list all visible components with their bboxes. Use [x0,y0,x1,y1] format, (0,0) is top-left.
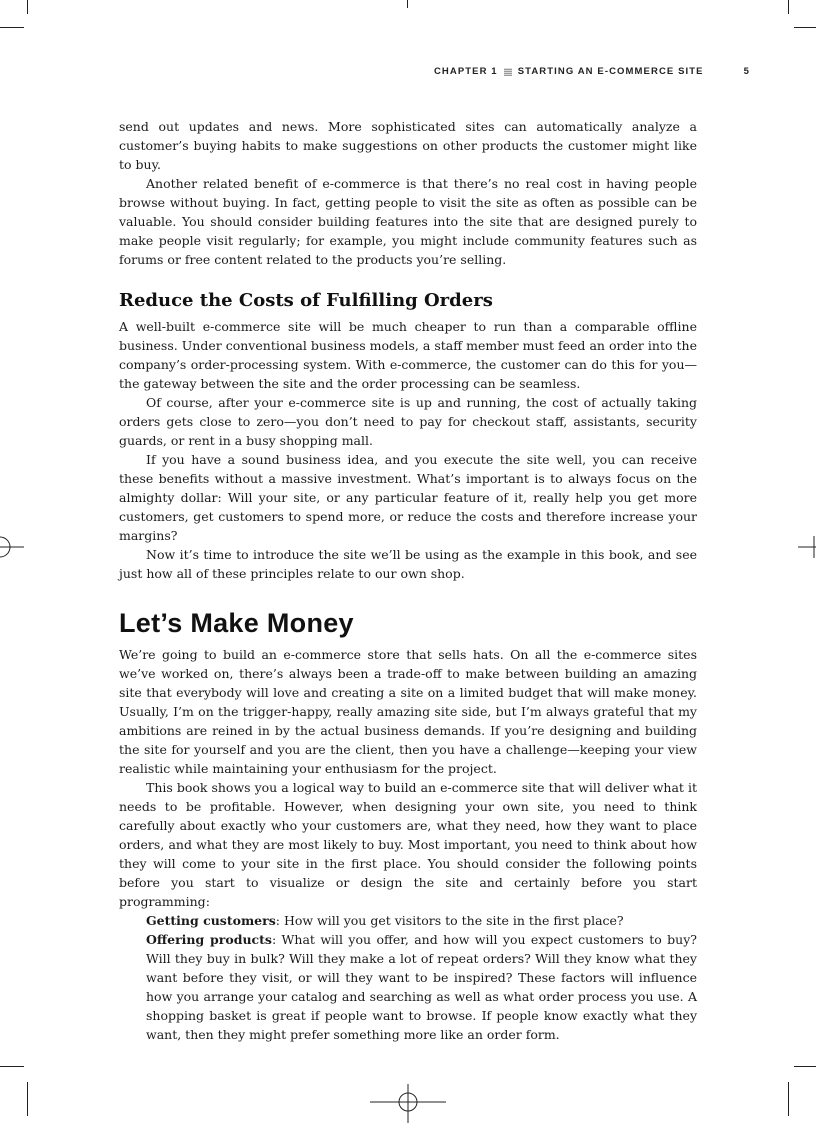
registration-mark-left [0,532,26,562]
crop-mark [788,1082,789,1116]
paragraph: This book shows you a logical way to build an e-commerce site that will deliver what it needs to be profitable. However, when designing your own site, you need to think carefully about exactly who your customers are, what they need, how they want to place orders, and what they are most likely to buy. Most important, you need to think about how they will come to your site in the first place. You should consider the following points before you start to visualize or design the site and certainly before you start programming: [119,780,697,909]
crop-mark [407,0,408,8]
paragraph: A well-built e-commerce site will be much cheaper to run than a comparable offline business. Under conventional business models, a staff member must feed an order into the company’s order-processing system. With e-commerce, the customer can do this for you—the gateway between the site and the order processing can be seamless. [119,319,697,391]
crop-mark [27,1082,28,1116]
paragraph: send out updates and news. More sophisticated sites can automatically analyze a customer’s buying habits to make suggestions on other products the customer might like to buy. [119,119,697,172]
registration-mark-bottom [368,1082,448,1123]
crop-mark [794,1066,816,1067]
page-body [119,117,697,1044]
paragraph: Another related benefit of e-commerce is that there’s no real cost in having people browse without buying. In fact, getting people to visit the site as often as possible can be valuable. You should consider building features into the site that are designed purely to make people visit regularly; for example, you might include community features such as forums or free content related to the products you’re selling. [119,176,697,267]
crop-mark [794,27,816,28]
crop-mark [0,27,24,28]
list-item [119,911,697,930]
page-number: 5 [743,66,750,77]
crop-mark [788,0,789,14]
chapter-section-heading: Let’s Make Money [119,608,354,638]
paragraph: Of course, after your e-commerce site is up and running, the cost of actually taking orders gets close to zero—you don’t need to pay for checkout staff, assistants, security guards, or rent in a busy shopping mall. [119,395,697,448]
section-heading: Reduce the Costs of Fulfilling Orders [119,290,493,311]
registration-mark-right [796,532,816,562]
paragraph: Now it’s time to introduce the site we’ll be using as the example in this book, and see just how all of these principles relate to our own shop. [119,547,697,581]
separator-icon [504,68,512,76]
list-item-text: : How will you get visitors to the site in the first place? [275,913,624,928]
list-item [119,930,697,1044]
chapter-label: CHAPTER 1 [433,66,498,77]
chapter-title: STARTING AN E-COMMERCE SITE [517,66,704,77]
list-item-text: : What will you offer, and how will you expect customers to buy? Will they buy in bulk? Will they make a lot of repeat orders? Will they know what they want before they visit, or will they want to be inspired? These factors will influence how you arrange your catalog and searching as well as what order process you use. A shopping basket is great if people want to browse. If people know exactly what they want, then they might prefer something more like an order form. [146,932,697,1042]
crop-mark [0,1066,24,1067]
running-head [434,66,750,77]
paragraph: We’re going to build an e-commerce store that sells hats. On all the e-commerce sites we’ve worked on, there’s always been a trade-off to make between building an amazing site that everybody will love and creating a site on a limited budget that will make money. Usually, I’m on the trigger-happy, really amazing site side, but I’m always grateful that my ambitions are reined in by the actual business demands. If you’re designing and building the site for yourself and you are the client, then you have a challenge—keeping your view realistic while maintaining your enthusiasm for the project. [119,647,697,776]
list-item-term: Offering products [146,932,272,947]
paragraph: If you have a sound business idea, and you execute the site well, you can receive these benefits without a massive investment. What’s important is to always focus on the almighty dollar: Will your site, or any particular feature of it, really help you get more customers, get customers to spend more, or reduce the costs and therefore increase your margins? [119,452,697,543]
list-item-term: Getting customers [146,913,276,928]
crop-mark [27,0,28,14]
